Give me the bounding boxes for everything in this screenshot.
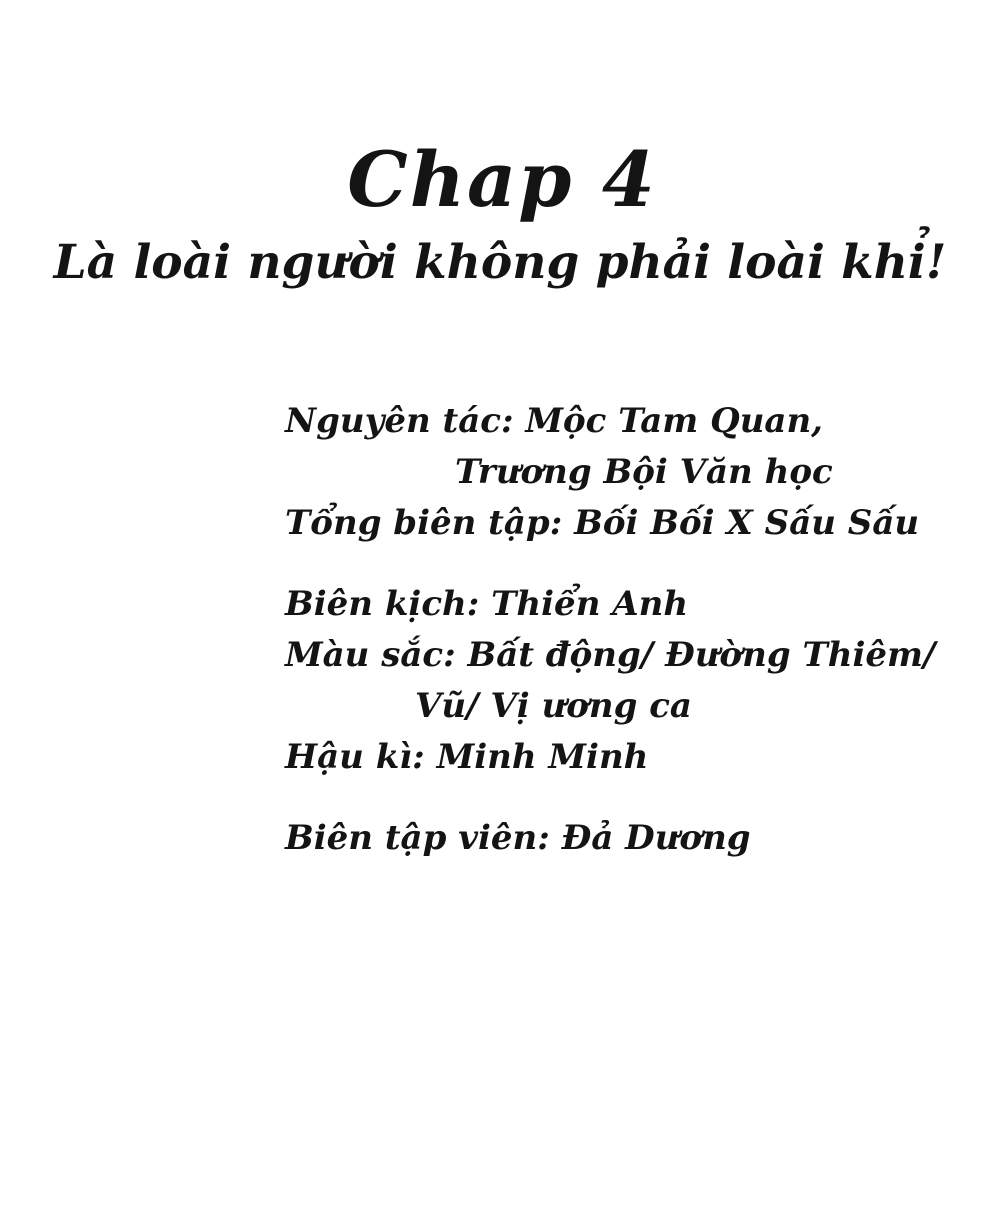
credit-line: Nguyên tác: Mộc Tam Quan, (285, 401, 824, 441)
credit-line: Màu sắc: Bất động/ Đường Thiêm/ (285, 635, 936, 675)
credit-line: Biên tập viên: Đả Dương (285, 818, 751, 858)
credit-line: Tổng biên tập: Bối Bối X Sấu Sấu (285, 503, 920, 543)
credit-line: Trương Bội Văn học (455, 452, 833, 492)
chapter-header (0, 135, 1000, 290)
chapter-subtitle: Là loài người không phải loài khỉ! (53, 234, 947, 290)
credit-line: Hậu kì: Minh Minh (285, 737, 649, 777)
credit-line: Biên kịch: Thiển Anh (285, 584, 689, 624)
credits-list (285, 396, 965, 864)
credit-line: Vũ/ Vị ương ca (415, 686, 692, 726)
chapter-title: Chap 4 (347, 135, 657, 224)
